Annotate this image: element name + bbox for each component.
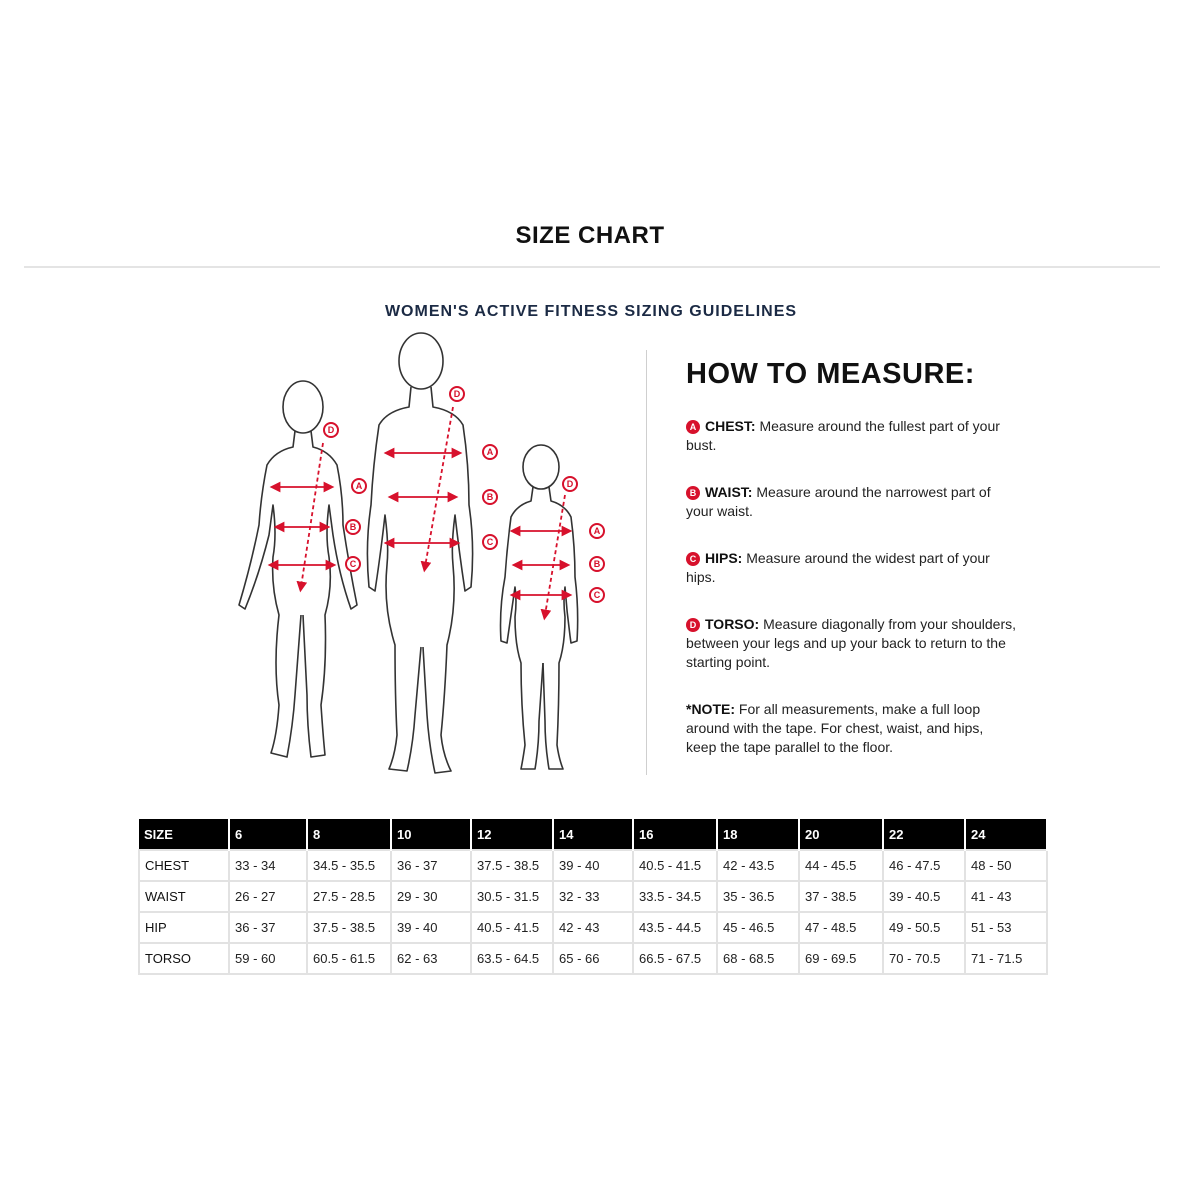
how-to-measure-title: HOW TO MEASURE: — [686, 358, 975, 390]
table-cell: 46 - 47.5 — [883, 850, 965, 881]
size-table — [138, 819, 1048, 975]
figure-right — [501, 445, 578, 769]
table-cell: 69 - 69.5 — [799, 943, 883, 974]
column-header: 22 — [883, 819, 965, 850]
column-header: 20 — [799, 819, 883, 850]
table-cell: 39 - 40.5 — [883, 881, 965, 912]
table-cell: 42 - 43 — [553, 912, 633, 943]
note-text: For all measurements, make a full loop around with the tape. For chest, waist, and hips, keep the tape parallel to the floor. — [686, 701, 984, 755]
table-cell: 33 - 34 — [229, 850, 307, 881]
column-header: 12 — [471, 819, 553, 850]
section-divider — [646, 350, 647, 775]
column-header: 6 — [229, 819, 307, 850]
measure-note — [686, 700, 1016, 757]
table-cell: 39 - 40 — [391, 912, 471, 943]
column-header: 8 — [307, 819, 391, 850]
table-cell: 47 - 48.5 — [799, 912, 883, 943]
table-row — [139, 881, 1047, 912]
marker-a: A — [486, 447, 494, 457]
measure-torso — [686, 615, 1016, 672]
table-row — [139, 850, 1047, 881]
table-cell: 37 - 38.5 — [799, 881, 883, 912]
table-cell: 26 - 27 — [229, 881, 307, 912]
marker-d: D — [327, 425, 335, 435]
marker-b: B — [593, 559, 601, 569]
column-header: 24 — [965, 819, 1047, 850]
measure-text: Measure around the narrowest part of your waist. — [686, 484, 991, 519]
table-cell: 62 - 63 — [391, 943, 471, 974]
marker-a: A — [593, 526, 601, 536]
table-cell: 39 - 40 — [553, 850, 633, 881]
measure-label: WAIST: — [705, 484, 753, 500]
table-cell: 51 - 53 — [965, 912, 1047, 943]
marker-c: C — [486, 537, 494, 547]
page-subtitle: WOMEN'S ACTIVE FITNESS SIZING GUIDELINES — [384, 303, 798, 320]
table-cell: 40.5 - 41.5 — [471, 912, 553, 943]
column-header: 16 — [633, 819, 717, 850]
table-row — [139, 943, 1047, 974]
measure-label: TORSO: — [705, 616, 760, 632]
table-cell: 30.5 - 31.5 — [471, 881, 553, 912]
letter-d-icon: D — [686, 618, 700, 632]
marker-d: D — [566, 479, 574, 489]
table-cell: 65 - 66 — [553, 943, 633, 974]
column-header: 10 — [391, 819, 471, 850]
table-cell: 49 - 50.5 — [883, 912, 965, 943]
marker-b: B — [349, 522, 357, 532]
title-divider — [24, 266, 1160, 268]
measure-hips — [686, 549, 1016, 587]
note-label: *NOTE: — [686, 701, 735, 717]
table-cell: 63.5 - 64.5 — [471, 943, 553, 974]
table-cell: 45 - 46.5 — [717, 912, 799, 943]
table-cell: 35 - 36.5 — [717, 881, 799, 912]
table-cell: 44 - 45.5 — [799, 850, 883, 881]
table-cell: 36 - 37 — [391, 850, 471, 881]
letter-c-icon: C — [686, 552, 700, 566]
row-label: WAIST — [139, 881, 229, 912]
letter-a-icon: A — [686, 420, 700, 434]
measure-text: Measure diagonally from your shoulders, between your legs and up your back to return to the starting point. — [686, 616, 1016, 670]
table-header-row — [139, 819, 1047, 850]
measure-chest — [686, 417, 1016, 455]
table-cell: 60.5 - 61.5 — [307, 943, 391, 974]
table-cell: 37.5 - 38.5 — [307, 912, 391, 943]
table-cell: 48 - 50 — [965, 850, 1047, 881]
table-cell: 68 - 68.5 — [717, 943, 799, 974]
table-cell: 66.5 - 67.5 — [633, 943, 717, 974]
figure-markers — [324, 387, 604, 602]
table-cell: 40.5 - 41.5 — [633, 850, 717, 881]
column-header: 18 — [717, 819, 799, 850]
marker-c: C — [593, 590, 601, 600]
body-figures-illustration — [225, 325, 635, 785]
table-row — [139, 912, 1047, 943]
table-cell: 42 - 43.5 — [717, 850, 799, 881]
table-cell: 70 - 70.5 — [883, 943, 965, 974]
column-header: 14 — [553, 819, 633, 850]
table-cell: 59 - 60 — [229, 943, 307, 974]
marker-b: B — [486, 492, 494, 502]
marker-c: C — [349, 559, 357, 569]
table-cell: 32 - 33 — [553, 881, 633, 912]
how-to-measure-panel — [686, 358, 1016, 757]
page-title: SIZE CHART — [515, 222, 665, 249]
marker-a: A — [355, 481, 363, 491]
table-cell: 71 - 71.5 — [965, 943, 1047, 974]
measure-text: Measure around the widest part of your hips. — [686, 550, 990, 585]
row-label: CHEST — [139, 850, 229, 881]
row-label: HIP — [139, 912, 229, 943]
table-cell: 36 - 37 — [229, 912, 307, 943]
marker-d: D — [453, 389, 461, 399]
letter-b-icon: B — [686, 486, 700, 500]
measure-waist — [686, 483, 1016, 521]
table-cell: 41 - 43 — [965, 881, 1047, 912]
measure-label: HIPS: — [705, 550, 743, 566]
table-cell: 33.5 - 34.5 — [633, 881, 717, 912]
column-header: SIZE — [139, 819, 229, 850]
figure-left — [239, 381, 357, 757]
row-label: TORSO — [139, 943, 229, 974]
table-cell: 34.5 - 35.5 — [307, 850, 391, 881]
table-cell: 43.5 - 44.5 — [633, 912, 717, 943]
measure-label: CHEST: — [705, 418, 756, 434]
figure-left-arrows — [273, 443, 331, 587]
table-cell: 27.5 - 28.5 — [307, 881, 391, 912]
measure-text: Measure around the fullest part of your bust. — [686, 418, 1000, 453]
table-cell: 37.5 - 38.5 — [471, 850, 553, 881]
figure-center-arrows — [389, 407, 457, 567]
figure-right-arrows — [515, 495, 567, 615]
table-cell: 29 - 30 — [391, 881, 471, 912]
